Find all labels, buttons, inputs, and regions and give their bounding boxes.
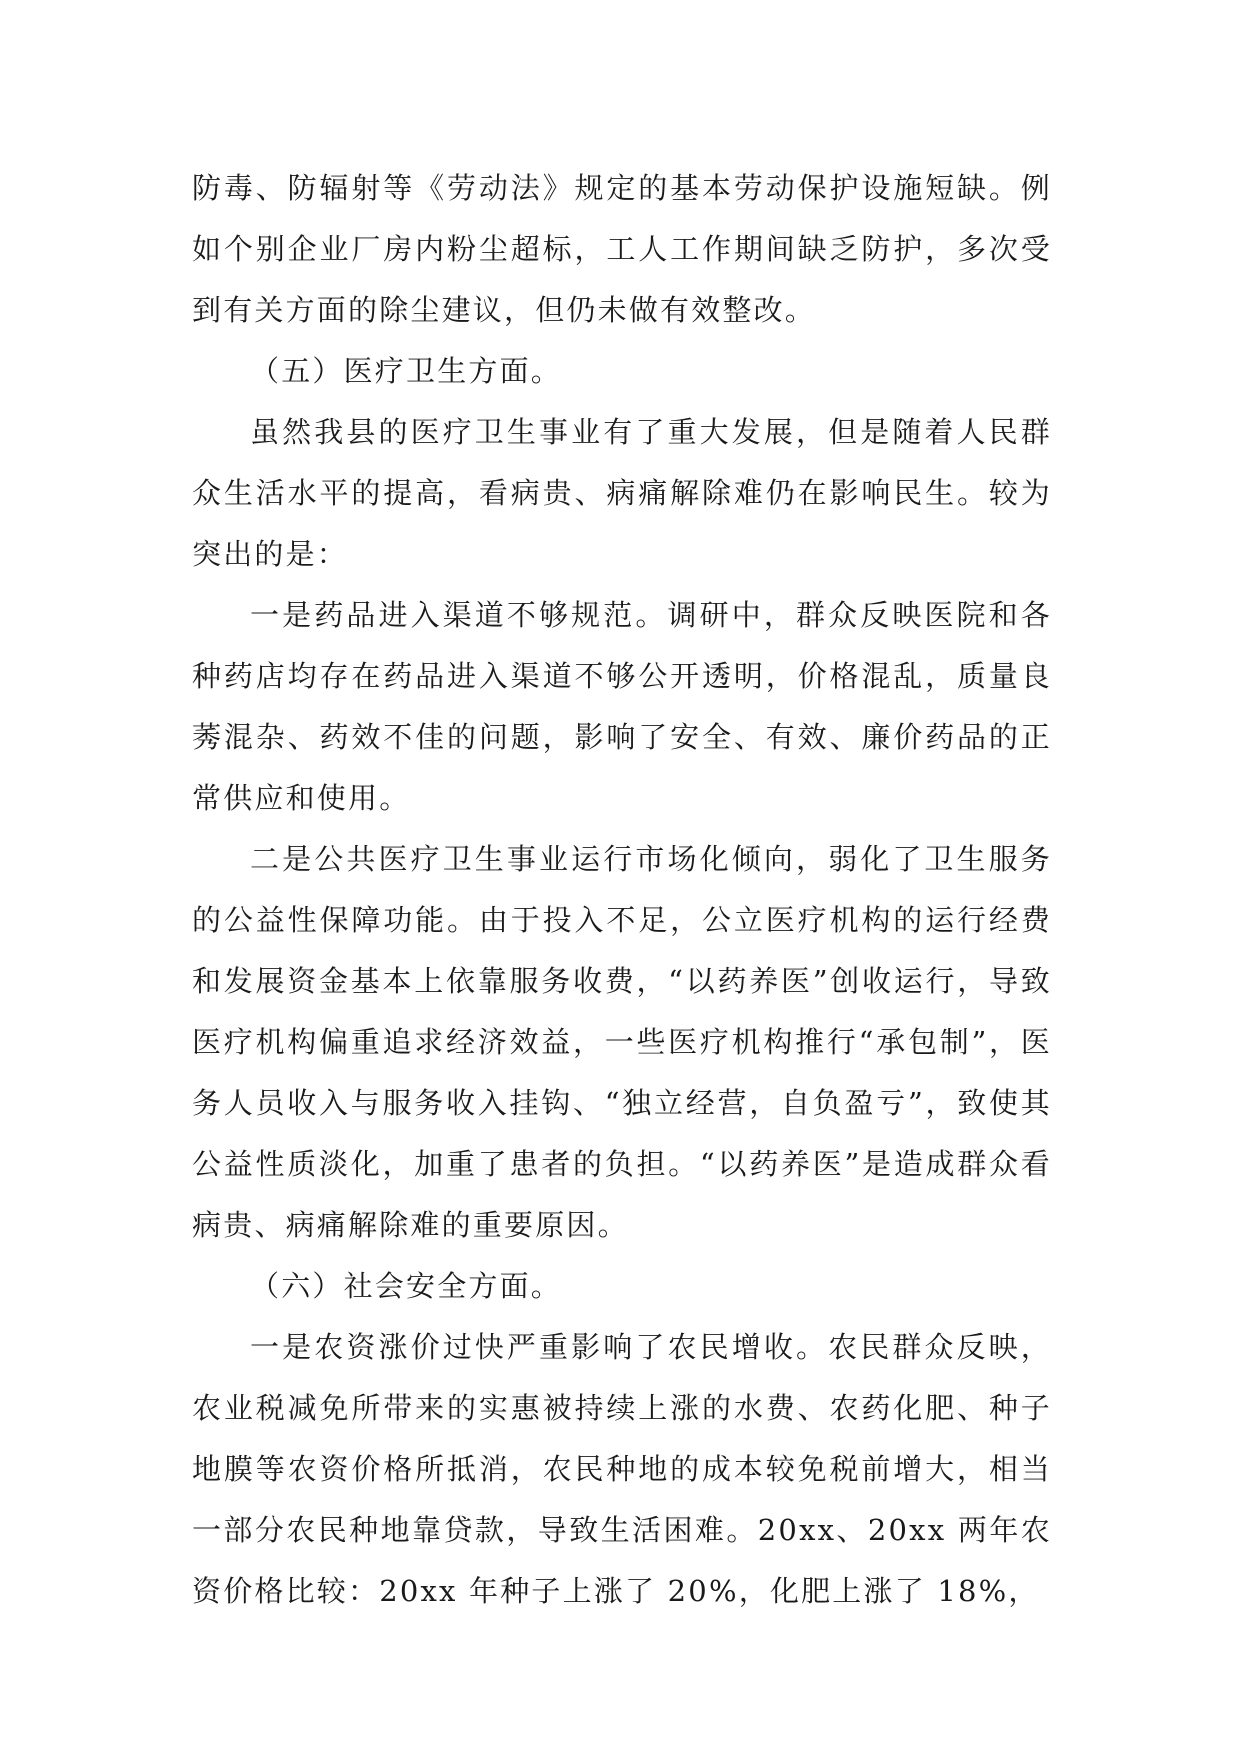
document-body (192, 158, 1052, 1622)
paragraph-agri-prices: 一是农资涨价过快严重影响了农民增收。农民群众反映，农业税减免所带来的实惠被持续上涨的水费、农药化肥、种子地膜等农资价格所抵消，农民种地的成本较免税前增大，相当一部分农民种地靠贷款，导致生活困难。20xx、20xx 两年农资价格比较：20xx 年种子上涨了 20%，化肥上涨了 18%， (192, 1330, 1052, 1608)
paragraph-marketization: 二是公共医疗卫生事业运行市场化倾向，弱化了卫生服务的公益性保障功能。由于投入不足，公立医疗机构的运行经费和发展资金基本上依靠服务收费，“以药养医”创收运行，导致医疗机构偏重追求经济效益，一些医疗机构推行“承包制”，医务人员收入与服务收入挂钩、“独立经营，自负盈亏”，致使其公益性质淡化，加重了患者的负担。“以药养医”是造成群众看病贵、病痛解除难的重要原因。 (192, 842, 1052, 1242)
paragraph-medical-intro: 虽然我县的医疗卫生事业有了重大发展，但是随着人民群众生活水平的提高，看病贵、病痛解除难仍在影响民生。较为突出的是： (192, 415, 1052, 571)
paragraph-drug-channels: 一是药品进入渠道不够规范。调研中，群众反映医院和各种药店均存在药品进入渠道不够公开透明，价格混乱，质量良莠混杂、药效不佳的问题，影响了安全、有效、廉价药品的正常供应和使用。 (192, 598, 1052, 815)
paragraph-labor-protection: 防毒、防辐射等《劳动法》规定的基本劳动保护设施短缺。例如个别企业厂房内粉尘超标，工人工作期间缺乏防护，多次受到有关方面的除尘建议，但仍未做有效整改。 (192, 171, 1052, 327)
section-heading-social-safety: （六）社会安全方面。 (250, 1269, 563, 1303)
section-heading-medical: （五）医疗卫生方面。 (250, 354, 563, 388)
